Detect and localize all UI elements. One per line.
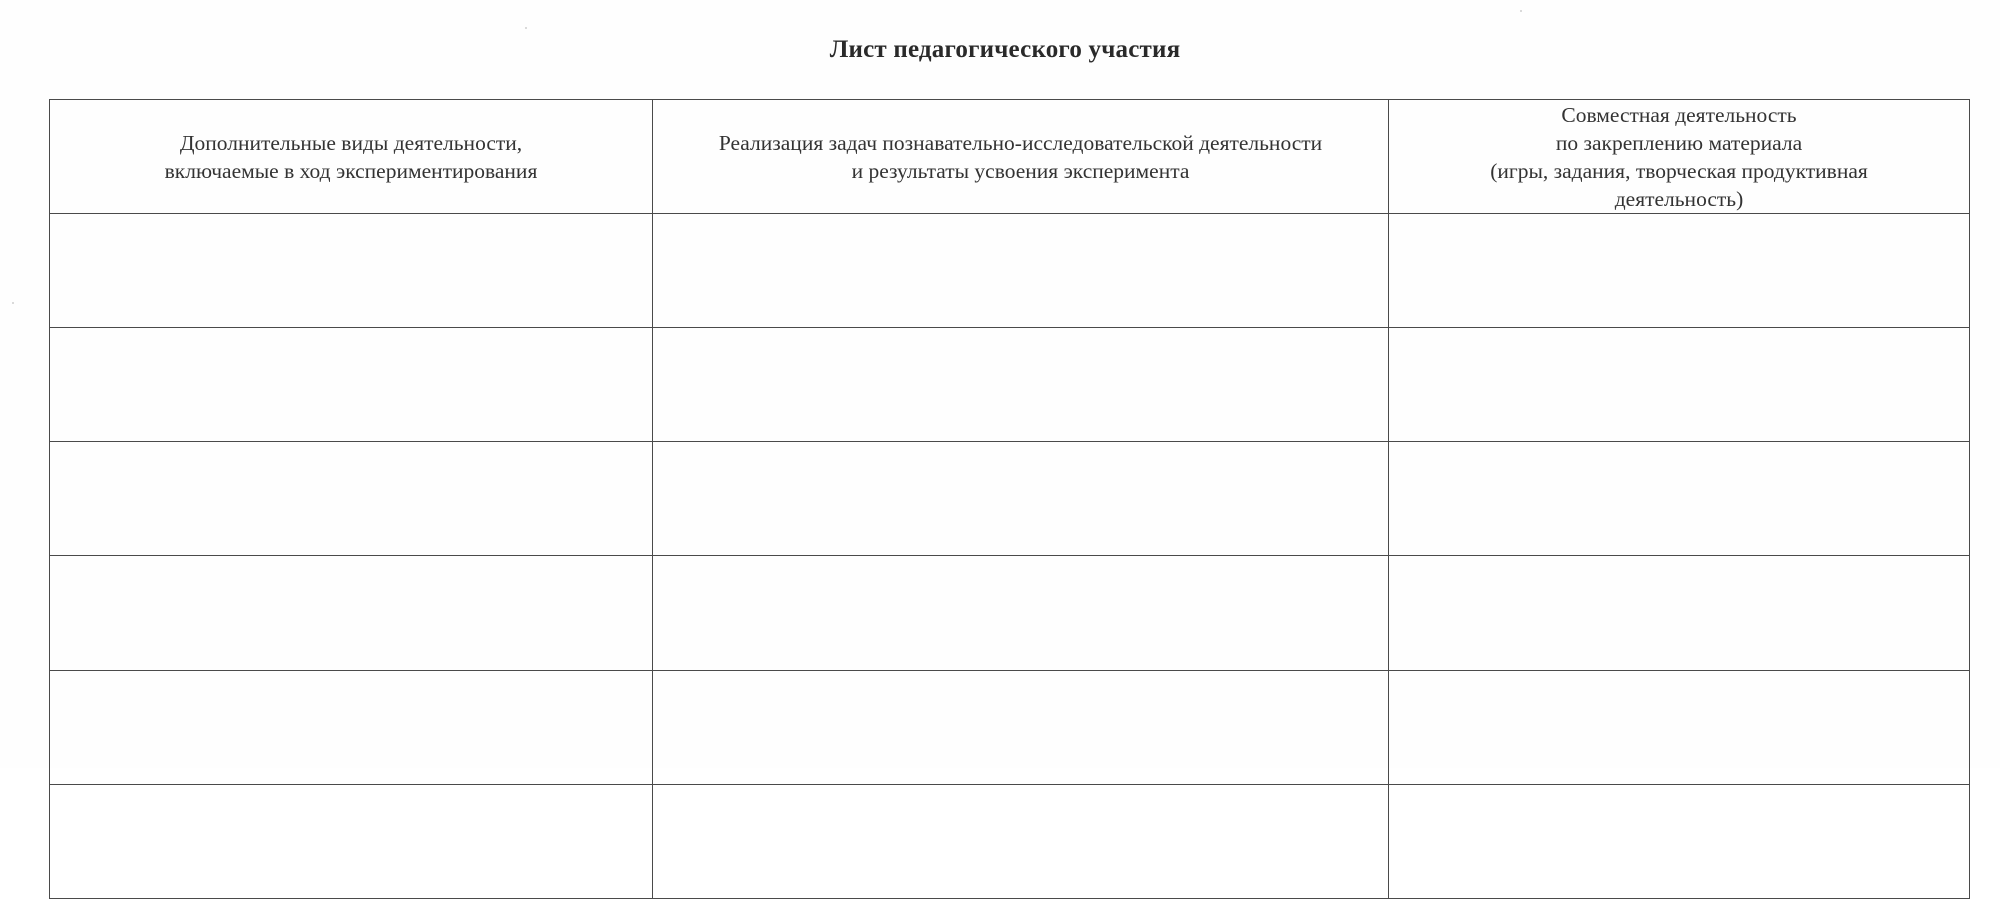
table-cell[interactable]	[653, 328, 1389, 442]
header-line: Реализация задач познавательно-исследовательской деятельности	[718, 130, 1323, 155]
table-row	[50, 556, 1970, 670]
table-cell[interactable]	[1389, 214, 1970, 328]
table-row	[50, 328, 1970, 442]
table-header-row	[50, 100, 1970, 214]
table-cell[interactable]	[653, 784, 1389, 898]
table-cell[interactable]	[50, 784, 653, 898]
column-header-research-tasks	[653, 100, 1389, 214]
table-cell[interactable]	[50, 442, 653, 556]
table-cell[interactable]	[1389, 328, 1970, 442]
table-cell[interactable]	[1389, 670, 1970, 784]
scan-speck	[525, 27, 527, 29]
header-line: Совместная деятельность	[1561, 102, 1797, 127]
table-cell[interactable]	[1389, 442, 1970, 556]
table-row	[50, 784, 1970, 898]
header-line: и результаты усвоения эксперимента	[851, 158, 1190, 183]
table-cell[interactable]	[50, 214, 653, 328]
table-cell[interactable]	[50, 328, 653, 442]
header-line: включаемые в ход экспериментирования	[164, 158, 538, 183]
header-line: деятельность)	[1614, 186, 1744, 211]
table-cell[interactable]	[653, 556, 1389, 670]
table-cell[interactable]	[1389, 784, 1970, 898]
table-cell[interactable]	[50, 556, 653, 670]
table-row	[50, 442, 1970, 556]
participation-table	[49, 99, 1970, 899]
header-line: по закреплению материала	[1555, 130, 1803, 155]
column-header-joint-activity	[1389, 100, 1970, 214]
table-cell[interactable]	[653, 670, 1389, 784]
header-line: Дополнительные виды деятельности,	[179, 130, 523, 155]
table-cell[interactable]	[50, 670, 653, 784]
header-line: (игры, задания, творческая продуктивная	[1490, 158, 1868, 183]
scan-speck	[1520, 10, 1522, 12]
table-cell[interactable]	[653, 214, 1389, 328]
column-header-additional-activities	[50, 100, 653, 214]
page-title: Лист педагогического участия	[829, 36, 1181, 63]
table-row	[50, 214, 1970, 328]
table-cell[interactable]	[653, 442, 1389, 556]
table-cell[interactable]	[1389, 556, 1970, 670]
table-row	[50, 670, 1970, 784]
scan-speck	[12, 302, 14, 304]
